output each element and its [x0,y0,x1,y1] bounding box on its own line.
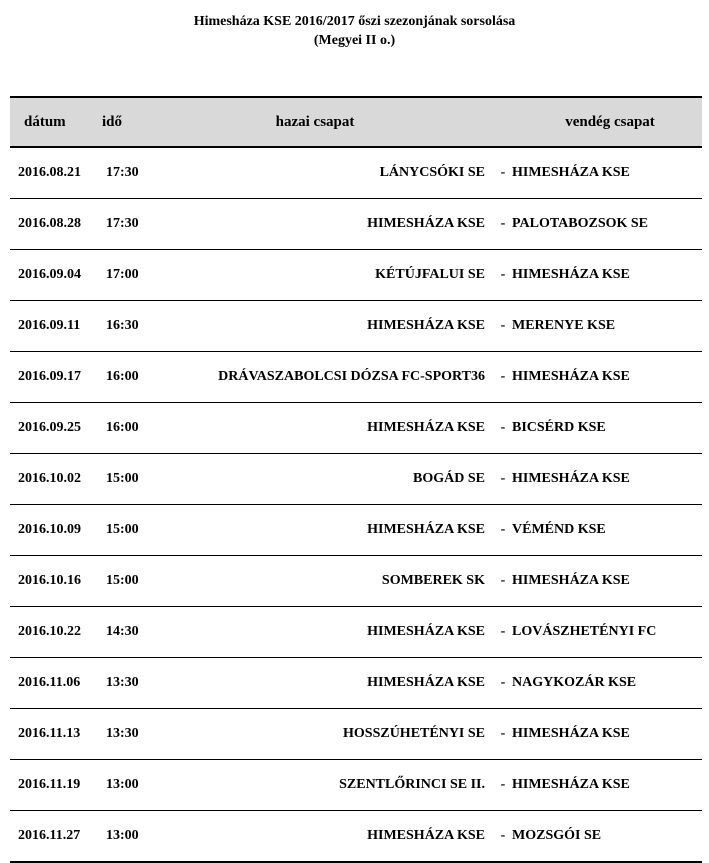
match-time: 17:30 [106,165,139,180]
match-date: 2016.10.09 [18,522,81,537]
match-date: 2016.08.28 [18,216,81,231]
away-team: VÉMÉND KSE [512,522,606,537]
team-separator: - [500,267,506,282]
team-separator: - [500,573,506,588]
away-team: MERENYE KSE [512,318,616,333]
team-separator: - [500,471,506,486]
away-team: HIMESHÁZA KSE [512,726,630,741]
table-row [10,811,702,861]
match-time: 13:00 [106,777,139,792]
match-time: 13:30 [106,675,139,690]
match-date: 2016.11.19 [18,777,81,792]
table-row [10,607,702,658]
table-row [10,556,702,607]
header-home-team: hazai csapat [275,113,355,130]
home-team: DRÁVASZABOLCSI DÓZSA FC-SPORT36 [218,369,485,384]
away-team: MOZSGÓI SE [512,828,602,843]
home-team: LÁNYCSÓKI SE [379,165,485,180]
match-time: 16:00 [106,420,139,435]
away-team: HIMESHÁZA KSE [512,777,630,792]
schedule-table [10,96,702,863]
title-line-1: Himesháza KSE 2016/2017 őszi szezonjának sorsolása [193,14,516,29]
match-time: 16:30 [106,318,139,333]
match-time: 13:30 [106,726,139,741]
home-team: KÉTÚJFALUI SE [375,267,485,282]
match-date: 2016.10.02 [18,471,81,486]
table-row [10,301,702,352]
table-row [10,505,702,556]
home-team: HIMESHÁZA KSE [367,675,485,690]
match-date: 2016.10.16 [18,573,81,588]
away-team: HIMESHÁZA KSE [512,165,630,180]
match-date: 2016.09.04 [18,267,81,282]
match-time: 14:30 [106,624,139,639]
away-team: NAGYKOZÁR KSE [512,675,637,690]
match-time: 15:00 [106,573,139,588]
table-row [10,454,702,505]
match-date: 2016.09.11 [18,318,81,333]
match-date: 2016.09.25 [18,420,81,435]
away-team: BICSÉRD KSE [512,420,606,435]
team-separator: - [500,216,506,231]
away-team: HIMESHÁZA KSE [512,573,630,588]
home-team: HIMESHÁZA KSE [367,522,485,537]
team-separator: - [500,675,506,690]
table-row [10,352,702,403]
match-time: 13:00 [106,828,139,843]
away-team: HIMESHÁZA KSE [512,369,630,384]
home-team: SOMBEREK SK [381,573,485,588]
table-row [10,403,702,454]
match-time: 17:00 [106,267,139,282]
match-date: 2016.11.06 [18,675,81,690]
document-title [0,12,709,50]
table-row [10,148,702,199]
home-team: HIMESHÁZA KSE [367,216,485,231]
header-time: idő [102,113,123,130]
team-separator: - [500,828,506,843]
home-team: HIMESHÁZA KSE [367,420,485,435]
home-team: SZENTLŐRINCI SE II. [339,777,485,792]
team-separator: - [500,420,506,435]
table-header-row [10,98,702,148]
table-row [10,658,702,709]
match-date: 2016.08.21 [18,165,81,180]
match-time: 17:30 [106,216,139,231]
match-time: 15:00 [106,471,139,486]
table-body [10,148,702,861]
home-team: HIMESHÁZA KSE [367,828,485,843]
table-row [10,760,702,811]
team-separator: - [500,318,506,333]
table-row [10,709,702,760]
header-away-team: vendég csapat [565,113,655,130]
match-date: 2016.11.13 [18,726,81,741]
match-time: 15:00 [106,522,139,537]
match-date: 2016.09.17 [18,369,81,384]
table-row [10,250,702,301]
team-separator: - [500,624,506,639]
home-team: HOSSZÚHETÉNYI SE [343,726,485,741]
team-separator: - [500,369,506,384]
team-separator: - [500,726,506,741]
team-separator: - [500,522,506,537]
match-date: 2016.11.27 [18,828,81,843]
away-team: HIMESHÁZA KSE [512,471,630,486]
title-line-2: (Megyei II o.) [313,33,396,48]
team-separator: - [500,777,506,792]
match-time: 16:00 [106,369,139,384]
home-team: HIMESHÁZA KSE [367,624,485,639]
away-team: LOVÁSZHETÉNYI FC [512,624,657,639]
home-team: HIMESHÁZA KSE [367,318,485,333]
table-row [10,199,702,250]
home-team: BOGÁD SE [413,471,485,486]
team-separator: - [500,165,506,180]
match-date: 2016.10.22 [18,624,81,639]
away-team: PALOTABOZSOK SE [512,216,649,231]
header-date: dátum [24,113,66,130]
away-team: HIMESHÁZA KSE [512,267,630,282]
